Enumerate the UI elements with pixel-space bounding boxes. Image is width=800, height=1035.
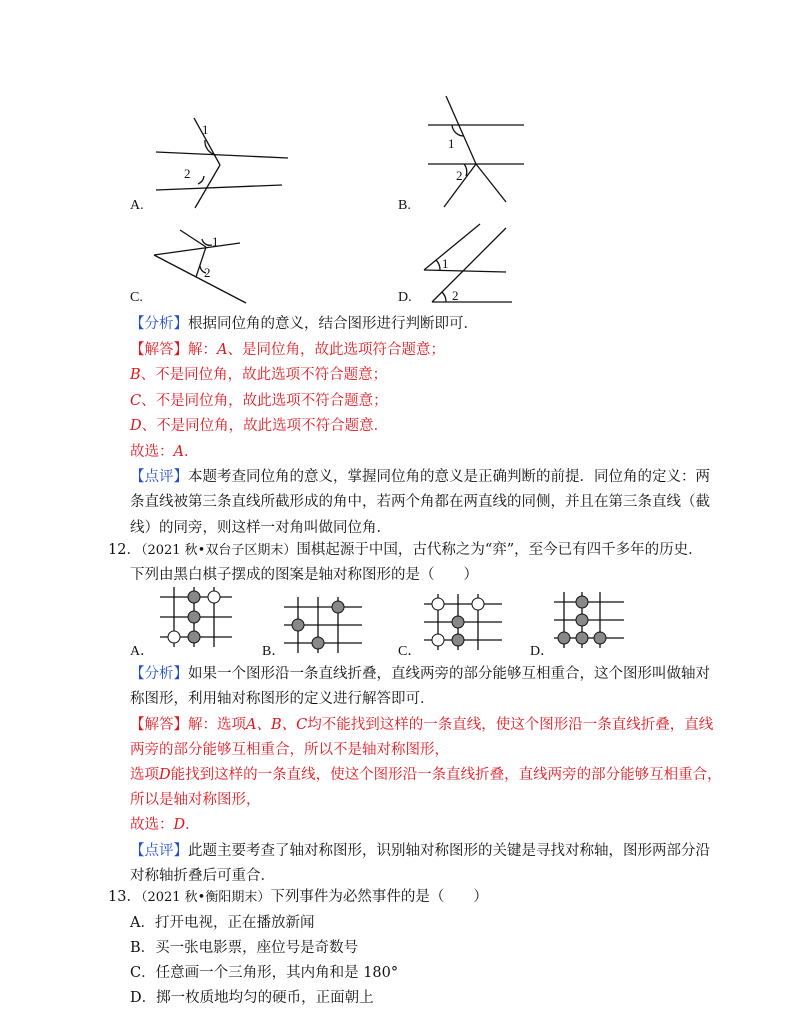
angle-label-1: 1 xyxy=(448,136,455,151)
answer-var: D xyxy=(159,767,171,783)
go-figure-b-label: B． xyxy=(262,644,286,659)
figure-c xyxy=(150,225,250,307)
question-source: （2021 秋•衡阳期末） xyxy=(140,890,271,905)
choose-suffix: ． xyxy=(183,444,199,460)
choose-value: D xyxy=(173,817,186,833)
figure-b-label: B. xyxy=(398,198,411,213)
answer-var: B xyxy=(130,367,141,383)
question-source: （2021 秋•双台子区期末） xyxy=(140,543,297,558)
figure-a xyxy=(150,110,290,215)
answer-var: A、B、C xyxy=(246,717,308,733)
figure-d xyxy=(420,220,520,306)
q11-answer-line-2 xyxy=(130,365,387,385)
answer-text: 解：选项 xyxy=(188,717,246,733)
go-figure-c-label: C． xyxy=(398,644,422,659)
q11-comment-line-1 xyxy=(130,467,710,487)
q11-choose xyxy=(130,442,198,462)
answer-text: 、是同位角，故此选项符合题意； xyxy=(227,342,445,358)
analysis-tag: 【分析】 xyxy=(130,316,188,332)
q12-analysis-line-2: 称图形，利用轴对称图形的定义进行解答即可． xyxy=(130,691,435,707)
go-figure-a-label: A． xyxy=(130,644,155,659)
analysis-tag: 【分析】 xyxy=(130,666,188,682)
q12-choose xyxy=(130,815,200,835)
q11-answer-line-1 xyxy=(130,340,445,360)
angle-label-1: 1 xyxy=(212,234,219,249)
answer-text: 解： xyxy=(188,342,217,358)
analysis-text: 如果一个图形沿一条直线折叠，直线两旁的部分能够互相重合，这个图形叫做轴对 xyxy=(188,666,710,682)
answer-text: 、不是同位角，故此选项不符合题意． xyxy=(141,418,389,434)
question-stem: 下列事件为必然事件的是（ ） xyxy=(270,889,488,905)
answer-var: A xyxy=(217,342,228,358)
choose-suffix: ． xyxy=(185,817,200,833)
comment-tag: 【点评】 xyxy=(130,469,188,485)
q11-comment-line-2: 条直线被第三条直线所截形成的角中，若两个角都在两直线的同侧，并且在第三条直线（截 xyxy=(130,494,710,510)
q12-answer-line-3 xyxy=(130,765,722,785)
angle-label-2: 2 xyxy=(452,288,459,303)
answer-var: C xyxy=(130,393,142,409)
q11-analysis xyxy=(130,314,478,334)
answer-text: 、不是同位角，故此选项不符合题意； xyxy=(140,367,388,383)
q12-analysis-line-1 xyxy=(130,664,710,684)
angle-label-1: 1 xyxy=(202,122,209,137)
go-figure-a xyxy=(150,585,240,650)
analysis-text: 根据同位角的意义，结合图形进行判断即可． xyxy=(188,316,478,332)
q12-comment-line-2: 对称轴折叠后可重合． xyxy=(130,868,275,884)
angle-label-2: 2 xyxy=(184,166,191,181)
q13-option-b: B．买一张电影票，座位号是奇数号 xyxy=(130,940,359,956)
choose-prefix: 故选： xyxy=(130,817,174,833)
q11-answer-line-4 xyxy=(130,416,388,436)
answer-tag: 【解答】 xyxy=(130,342,188,358)
answer-tag: 【解答】 xyxy=(130,717,188,733)
q11-answer-line-3 xyxy=(130,391,388,411)
go-figure-c xyxy=(418,592,508,654)
q11-comment-line-3: 线）的同旁，则这样一对角叫做同位角． xyxy=(130,520,391,536)
figure-c-label: C. xyxy=(130,290,143,305)
angle-label-2: 2 xyxy=(456,168,463,183)
go-figure-d-label: D． xyxy=(530,644,555,659)
comment-text: 此题主要考查了轴对称图形，识别轴对称图形的关键是寻找对称轴，图形两部分沿 xyxy=(188,843,710,859)
q12-answer-line-1 xyxy=(130,715,713,735)
q12-stem-line-2: 下列由黑白棋子摆成的图案是轴对称图形的是（ ） xyxy=(130,567,478,583)
answer-var: D xyxy=(130,418,142,434)
q13-option-d: D．掷一枚质地均匀的硬币，正面朝上 xyxy=(130,990,374,1006)
go-figure-b xyxy=(278,595,368,655)
figure-d-label: D. xyxy=(398,290,412,305)
answer-text: 、不是同位角，故此选项不符合题意； xyxy=(141,393,388,409)
q13-option-c: C．任意画一个三角形，其内角和是 180° xyxy=(130,965,399,981)
q12-answer-line-2: 两旁的部分能够互相重合，所以不是轴对称图形， xyxy=(130,742,449,758)
answer-text: 能找到这样的一条直线，使这个图形沿一条直线折叠，直线两旁的部分能够互相重合， xyxy=(170,767,722,783)
figure-a-label: A. xyxy=(130,198,144,213)
choose-prefix: 故选： xyxy=(130,444,174,460)
figure-b xyxy=(420,92,540,212)
answer-text: 选项 xyxy=(130,767,159,783)
q12-stem-line-1 xyxy=(108,540,703,561)
question-number: 12． xyxy=(108,542,141,558)
question-number: 13． xyxy=(108,889,141,905)
comment-tag: 【点评】 xyxy=(130,843,188,859)
q13-option-a: A．打开电视，正在播放新闻 xyxy=(130,915,315,931)
answer-text: 均不能找到这样的一条直线，使这个图形沿一条直线折叠，直线 xyxy=(307,717,714,733)
go-figure-d xyxy=(550,590,630,652)
choose-value: A xyxy=(173,444,184,460)
comment-text: 本题考查同位角的意义，掌握同位角的意义是正确判断的前提．同位角的定义：两 xyxy=(188,469,710,485)
question-stem: 围棋起源于中国，古代称之为“弈”，至今已有四千多年的历史． xyxy=(296,542,703,558)
q12-comment-line-1 xyxy=(130,841,710,861)
q13-stem xyxy=(108,887,488,908)
angle-label-2: 2 xyxy=(204,265,211,280)
angle-label-1: 1 xyxy=(442,256,449,271)
q12-answer-line-4: 所以是轴对称图形， xyxy=(130,792,261,808)
